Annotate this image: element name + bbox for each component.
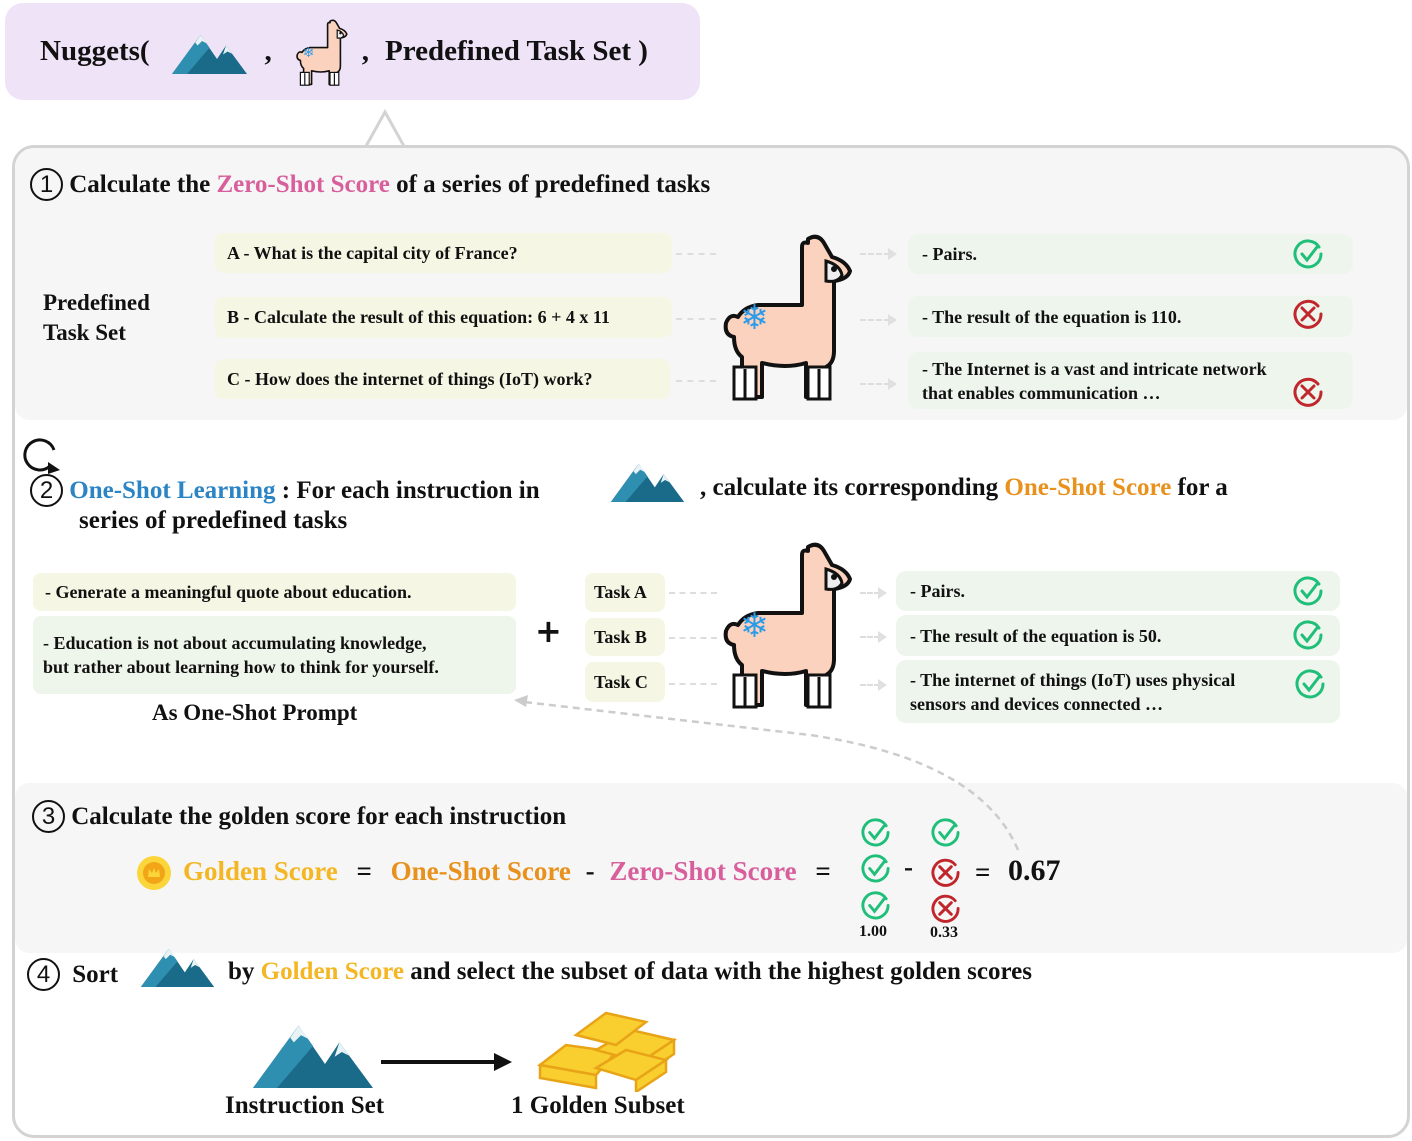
task-b: B - Calculate the result of this equation: 6 + 4 x 11	[215, 297, 672, 338]
instruction-set-mountain-icon	[252, 1016, 374, 1088]
task-b-chip: Task B	[585, 618, 665, 656]
minus-sign: -	[904, 852, 913, 882]
task-c: C - How does the internet of things (IoT) work?	[215, 359, 670, 399]
step4-title-text: Sort	[72, 961, 119, 988]
task-a-chip: Task A	[585, 573, 665, 612]
instruction-set-label: Instruction Set	[225, 1092, 385, 1119]
step2-title-text: for a	[1171, 474, 1228, 501]
loop-icon	[18, 436, 64, 476]
cross-circle-icon	[1292, 376, 1324, 408]
golden-score-term: Golden Score	[183, 856, 338, 886]
cross-circle-icon	[930, 893, 961, 924]
frozen-llama-icon	[718, 230, 868, 402]
step-number: 2	[30, 474, 63, 507]
step4-title-cont	[228, 958, 1032, 986]
frozen-llama-icon	[718, 538, 868, 710]
response-text: - Pairs.	[910, 581, 965, 601]
response-text: - The result of the equation is 110.	[922, 306, 1182, 327]
callout-pointer	[360, 108, 410, 150]
check-circle-icon	[1294, 668, 1326, 700]
check-circle-icon	[1292, 575, 1324, 607]
response-box	[33, 616, 516, 694]
label-line: Task Set	[43, 320, 126, 345]
header-prefix: Nuggets(	[40, 35, 150, 67]
label-line: Predefined	[43, 290, 150, 315]
equals-sign: =	[356, 856, 372, 886]
one-shot-learning-label: One-Shot Learning	[69, 477, 276, 504]
step1-title-text: of a series of predefined tasks	[389, 171, 711, 198]
golden-score-equation	[183, 856, 831, 887]
zero-shot-response-c	[908, 352, 1353, 409]
step4-title-text: by	[228, 958, 261, 985]
step2-title	[30, 474, 540, 507]
zero-shot-score-term: Zero-Shot Score	[609, 856, 797, 886]
zero-shot-score-label: Zero-Shot Score	[216, 171, 390, 198]
equals-sign: =	[815, 856, 831, 886]
step2-title-cont	[700, 474, 1228, 502]
plus-sign: +	[535, 612, 562, 650]
one-shot-value: 1.00	[859, 923, 887, 940]
cross-circle-icon	[930, 857, 961, 888]
response-text: - The internet of things (IoT) uses physical	[910, 669, 1236, 690]
task-a: A - What is the capital city of France?	[215, 233, 672, 273]
minus-sign: -	[585, 856, 595, 886]
check-circle-icon	[1292, 619, 1324, 651]
response-text: - The Internet is a vast and intricate network	[922, 358, 1267, 379]
step3-title	[32, 800, 566, 833]
step-number: 3	[32, 800, 65, 833]
check-circle-icon	[1292, 238, 1324, 270]
step2-title-line2: series of predefined tasks	[79, 507, 348, 534]
gold-coin-icon	[136, 855, 172, 891]
equals-sign: =	[975, 857, 991, 887]
task-c-chip: Task C	[585, 662, 665, 702]
response-text: - Education is not about accumulating knowledge,	[43, 633, 427, 653]
step1-title	[30, 168, 710, 201]
check-circle-icon	[930, 817, 961, 848]
zero-shot-response-b	[908, 296, 1353, 337]
response-text: - The result of the equation is 50.	[910, 625, 1162, 646]
golden-score-result: 0.67	[1008, 854, 1061, 887]
zero-shot-response-a	[908, 234, 1353, 274]
check-circle-icon	[860, 817, 891, 848]
check-circle-icon	[860, 890, 891, 921]
step-number: 4	[27, 958, 60, 991]
one-shot-score-term: One-Shot Score	[390, 856, 571, 886]
llama-model-icon	[294, 13, 354, 91]
header-suffix: Predefined Task Set )	[385, 35, 648, 67]
zero-shot-value: 0.33	[930, 924, 958, 941]
instruction-set-mountain-icon	[610, 458, 685, 502]
instruction-set-mountain-icon	[172, 29, 247, 74]
response-text: sensors and devices connected …	[910, 693, 1163, 714]
one-shot-prompt-label: As One-Shot Prompt	[152, 700, 358, 725]
response-text: - Pairs.	[922, 244, 977, 264]
step4-title	[27, 958, 118, 991]
check-circle-icon	[860, 853, 891, 884]
golden-subset-label: 1 Golden Subset	[511, 1092, 685, 1119]
response-text: that enables communication …	[922, 382, 1161, 403]
header-comma: ,	[361, 35, 370, 67]
step3-title-text: Calculate the golden score for each instruction	[71, 803, 567, 830]
predefined-task-set-label	[43, 288, 150, 348]
step1-title-text: Calculate the	[69, 171, 217, 198]
arrow-right-icon	[378, 1050, 516, 1074]
instruction-set-mountain-icon	[140, 943, 215, 987]
golden-score-label: Golden Score	[260, 958, 404, 985]
instruction-box: - Generate a meaningful quote about education.	[33, 573, 516, 611]
step4-title-text: and select the subset of data with the highest golden scores	[403, 958, 1032, 985]
nuggets-header	[5, 3, 700, 100]
one-shot-response-b	[896, 615, 1340, 656]
response-text: but rather about learning how to think for yourself.	[43, 657, 439, 677]
cross-circle-icon	[1292, 298, 1324, 330]
step2-title-text: , calculate its corresponding	[700, 474, 1005, 501]
gold-bars-icon	[536, 1010, 678, 1092]
step-number: 1	[30, 168, 63, 201]
step2-title-text: : For each instruction in	[275, 477, 540, 504]
one-shot-response-a	[896, 571, 1340, 611]
header-comma: ,	[264, 35, 272, 67]
one-shot-score-label: One-Shot Score	[1004, 474, 1172, 501]
